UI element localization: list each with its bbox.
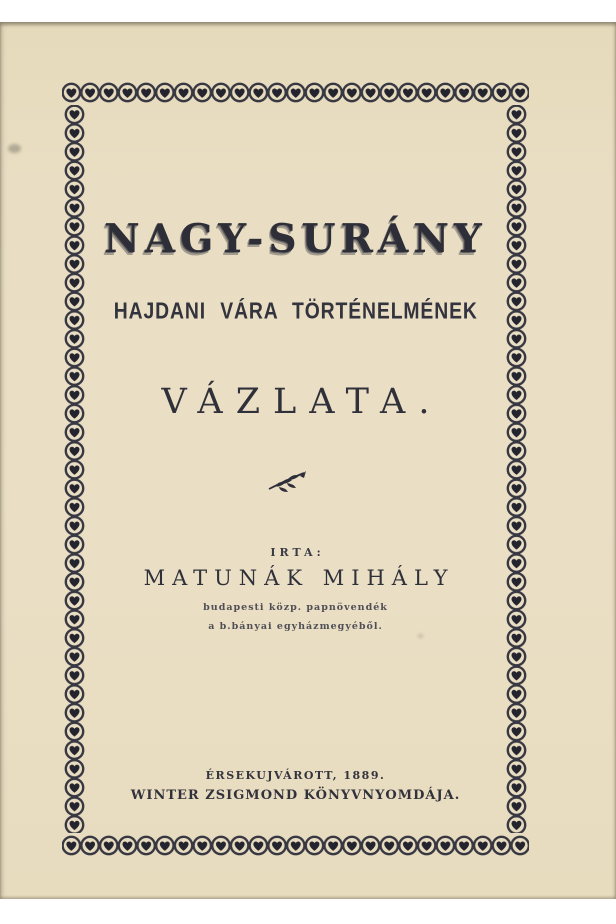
book-title: NAGY-SURÁNY xyxy=(104,216,487,262)
imprint-place-year: ÉRSEKUJVÁROTT, 1889. xyxy=(205,769,386,782)
author-note-line1: budapesti közp. papnövendék xyxy=(203,602,388,613)
book-cover-paper xyxy=(0,22,616,899)
imprint-printer: WINTER ZSIGMOND KÖNYVNYOMDÁJA. xyxy=(130,788,461,803)
author-note-line2: a b.bányai egyházmegyéből. xyxy=(208,621,383,632)
book-subtitle-2: VÁZLATA. xyxy=(161,382,443,422)
leaf-sprig-icon xyxy=(267,466,307,492)
book-subtitle-text: HAJDANI VÁRA TÖRTÉNELMÉNEK xyxy=(113,297,478,324)
author-name: MATUNÁK MIHÁLY xyxy=(143,566,455,590)
paper-speck xyxy=(418,634,423,638)
byline-label: IRTA: xyxy=(270,546,325,559)
paper-smudge xyxy=(8,144,21,153)
leaf-sprig-ornament xyxy=(62,466,529,494)
book-subtitle xyxy=(62,298,529,328)
